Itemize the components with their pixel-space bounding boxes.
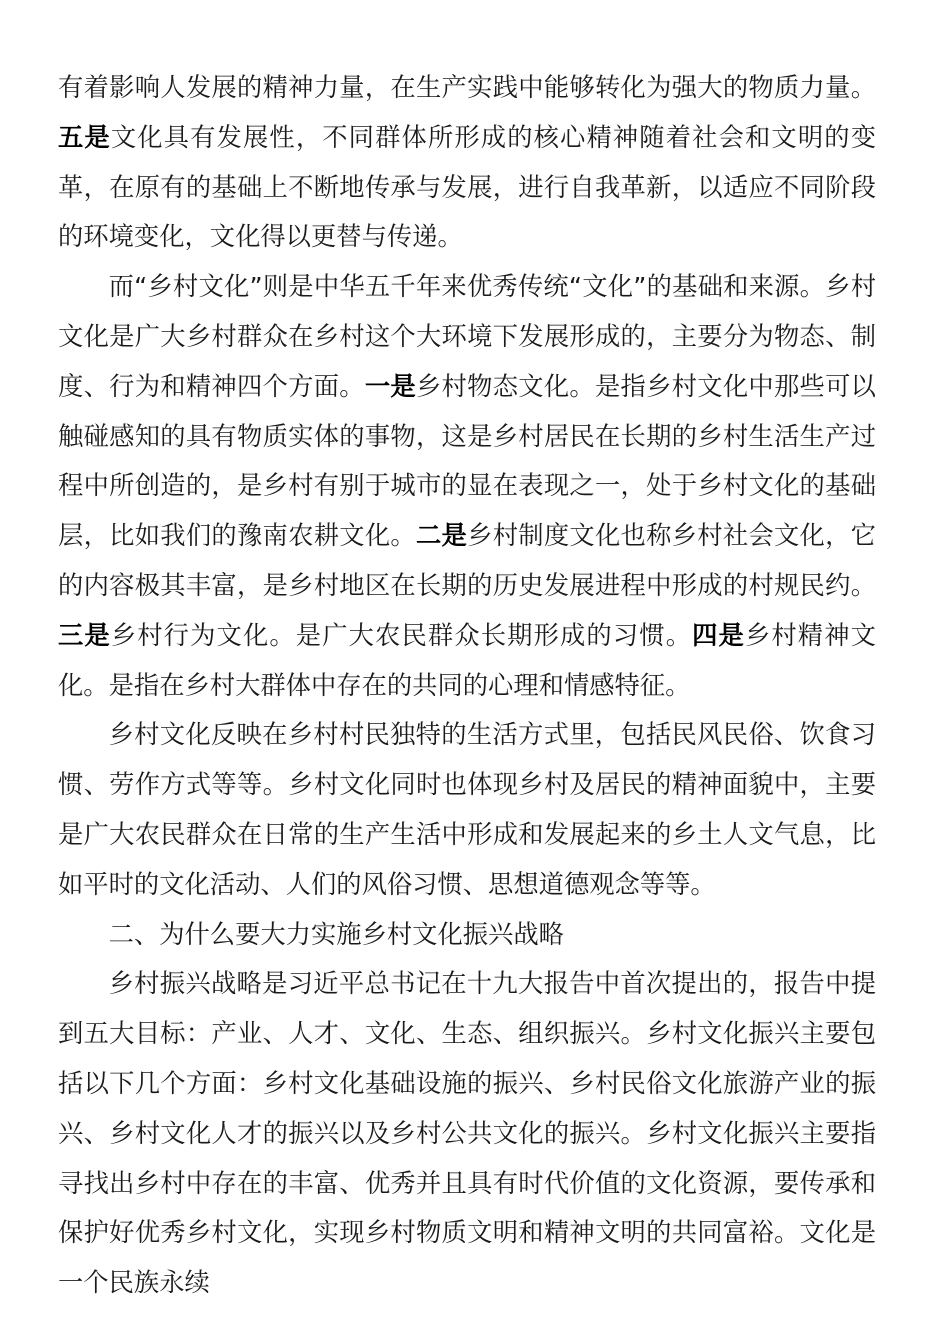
section-heading <box>58 910 876 960</box>
paragraph-2 <box>58 262 876 710</box>
text-segment: 乡村文化反映在乡村村民独特的生活方式里，包括民风民俗、饮食习惯、劳作方式等等。乡村文化同时也体现乡村及居民的精神面貌中，主要是广大农民群众在日常的生产生活中形成和发展起来的乡土人文气息，比如平时的文化活动、人们的风俗习惯、思想道德观念等等。 <box>58 720 876 899</box>
text-segment: 乡村制度文化也称乡村社会文化，它的内容极其丰富，是乡村地区在长期的历史发展进程中形成的村规民约。 <box>58 521 876 600</box>
bold-marker: 三是 <box>58 620 111 650</box>
paragraph-3 <box>58 710 876 909</box>
bold-marker: 二是 <box>415 521 468 551</box>
text-segment: 乡村行为文化。是广大农民群众长期形成的习惯。 <box>110 620 693 650</box>
text-segment: 而“乡村文化”则是中华五千年来优秀传统“文化”的基础和来源。乡村文化是广大乡村群众在乡村这个大环境下发展形成的，主要分为物态、制度、行为和精神四个方面。 <box>58 272 876 401</box>
heading-text: 二、为什么要大力实施乡村文化振兴战略 <box>108 919 564 949</box>
text-segment: 乡村物态文化。是指乡村文化中那些可以触碰感知的具有物质实体的事物，这是乡村居民在长期的乡村生活生产过程中所创造的，是乡村有别于城市的显在表现之一，处于乡村文化的基础层，比如我们的豫南农耕文化。 <box>58 371 876 551</box>
paragraph-1 <box>58 63 876 262</box>
text-segment: 乡村振兴战略是习近平总书记在十九大报告中首次提出的，报告中提到五大目标：产业、人才、文化、生态、组织振兴。乡村文化振兴主要包括以下几个方面：乡村文化基础设施的振兴、乡村民俗文化旅游产业的振兴、乡村文化人才的振兴以及乡村公共文化的振兴。乡村文化振兴主要指寻找出乡村中存在的丰富、优秀并且具有时代价值的文化资源，要传承和保护好优秀乡村文化，实现乡村物质文明和精神文明的共同富裕。文化是一个民族永续 <box>58 969 876 1298</box>
bold-marker: 一是 <box>364 371 416 401</box>
text-segment: 文化具有发展性，不同群体所形成的核心精神随着社会和文明的变革，在原有的基础上不断地传承与发展，进行自我革新，以适应不同阶段的环境变化，文化得以更替与传递。 <box>58 122 876 252</box>
bold-marker: 四是 <box>692 620 745 650</box>
paragraph-5 <box>58 959 876 1308</box>
bold-marker: 五是 <box>58 122 111 152</box>
text-segment: 乡村精神文化。是指在乡村大群体中存在的共同的心理和情感特征。 <box>58 620 876 700</box>
document-body <box>58 63 876 1308</box>
text-segment: 有着影响人发展的精神力量，在生产实践中能够转化为强大的物质力量。 <box>58 73 876 102</box>
